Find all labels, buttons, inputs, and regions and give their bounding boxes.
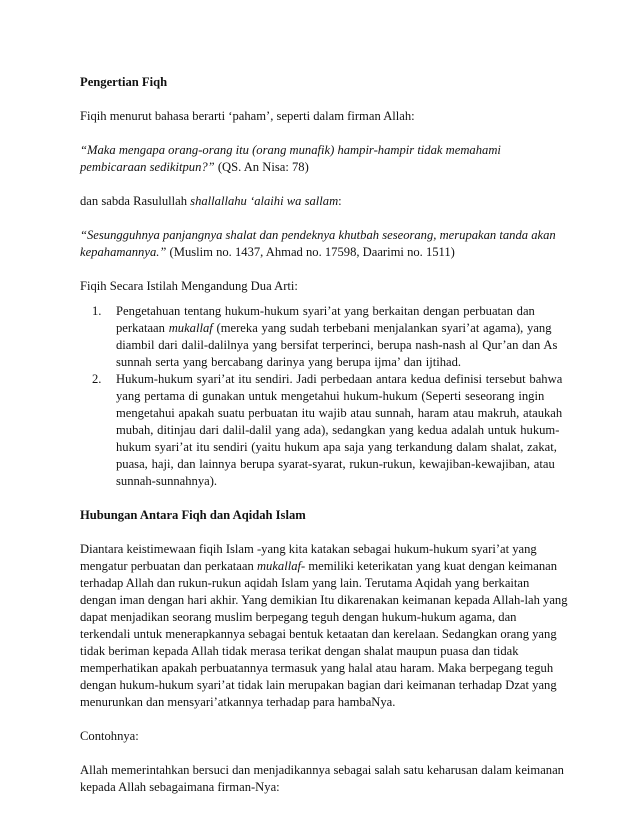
definition-list: [80, 303, 568, 490]
hubungan-italic: mukallaf: [256, 559, 302, 573]
definition-1-part2: (mereka yang sudah terbebani menjalankan syari’at agama), yang diambil dari dalil-dalilnya yang bersifat terperinci, berupa nash-nash al Qur’an dan As sunnah serta yang bercabang darinya yang berupa ijma’ dan ijtihad.: [116, 321, 558, 369]
paragraph-hadith-intro: [80, 193, 568, 210]
heading-hubungan-fiqh-aqidah: Hubungan Antara Fiqh dan Aqidah Islam: [80, 508, 306, 522]
list-item: [80, 303, 568, 371]
definition-1-part1: Pengetahuan tentang hukum-hukum syari’at yang berkaitan dengan perbuatan dan perkataan: [116, 304, 535, 335]
paragraph-bahasa-definition: Fiqih menurut bahasa berarti ‘paham’, seperti dalam firman Allah:: [80, 109, 415, 123]
quote-an-nisa-text: “Maka mengapa orang-orang itu (orang munafik) hampir-hampir tidak memahami pembicaraan sedikitpun?”: [80, 143, 501, 174]
paragraph-hubungan: [80, 541, 568, 711]
hadith-intro-suffix: :: [338, 194, 342, 208]
hubungan-part1: Diantara keistimewaan fiqih Islam -yang kita katakan sebagai hukum-hukum syari’at yang mengatur perbuatan dan perkataan: [80, 542, 537, 573]
quote-an-nisa-source: (QS. An Nisa: 78): [214, 160, 309, 174]
document-page: [80, 66, 568, 796]
definition-2-text: Hukum-hukum syari’at itu sendiri. Jadi perbedaan antara kedua definisi tersebut bahwa yang pertama di gunakan untuk mengetahui hukum-hukum (Seperti seseorang ingin mengetahui apakah suatu perbuatan itu wajib atau sunnah, haram atau makruh, ataukah mubah, ditinjau dari dalil-dalil yang ada), sedangkan yang kedua adalah untuk hukum-hukum syari’at itu sendiri (yaitu hukum apa saja yang terkandung dalam shalat, zakat, puasa, haji, dan lainnya berupa syarat-syarat, rukun-rukun, kewajiban-kewajiban, atau sunnah-sunnahnya).: [116, 372, 563, 488]
definition-1-italic: mukallaf: [168, 321, 213, 335]
hadith-intro-prefix: dan sabda Rasulullah: [80, 194, 191, 208]
list-item-number: 1.: [92, 304, 102, 318]
quote-hadith-text: “Sesungguhnya panjangnya shalat dan pendeknya khutbah seseorang, merupakan tanda akan kepahamannya.”: [80, 228, 556, 259]
paragraph-istilah-intro: Fiqih Secara Istilah Mengandung Dua Arti:: [80, 279, 298, 293]
quote-hadith: [80, 227, 568, 261]
paragraph-contohnya-label: Contohnya:: [80, 729, 139, 743]
quote-an-nisa: [80, 142, 568, 176]
quote-hadith-source: (Muslim no. 1437, Ahmad no. 17598, Daarimi no. 1511): [166, 245, 455, 259]
list-item: [80, 371, 568, 490]
list-item-number: 2.: [92, 372, 102, 386]
hadith-intro-italic: shallallahu ‘alaihi wa sallam: [190, 194, 339, 208]
heading-pengertian-fiqh: Pengertian Fiqh: [80, 75, 168, 89]
paragraph-contohnya-text: Allah memerintahkan bersuci dan menjadikannya sebagai salah satu keharusan dalam keimanan kepada Allah sebagaimana firman-Nya:: [80, 763, 564, 794]
hubungan-part2: - memiliki keterikatan yang kuat dengan keimanan terhadap Allah dan rukun-rukun aqidah Islam yang lain. Terutama Aqidah yang berkaitan dengan iman dengan hari akhir. Yang demikian Itu dikarenakan keimanan kepada Allah-lah yang dapat menjadikan seorang muslim berpegang teguh dengan hukum-hukum agama, dan terkendali untuk menerapkannya sebagai bentuk ketaatan dan kerelaan. Sedangkan orang yang tidak beriman kepada Allah tidak merasa terikat dengan shalat maupun puasa dan tidak memperhatikan apakah perbuatannya termasuk yang halal atau haram. Maka berpegang teguh dengan hukum-hukum syari’at tidak lain merupakan bagian dari keimanan terhadap Dzat yang menurunkan dan mensyari’atkannya terhadap para hambaNya.: [80, 559, 568, 709]
